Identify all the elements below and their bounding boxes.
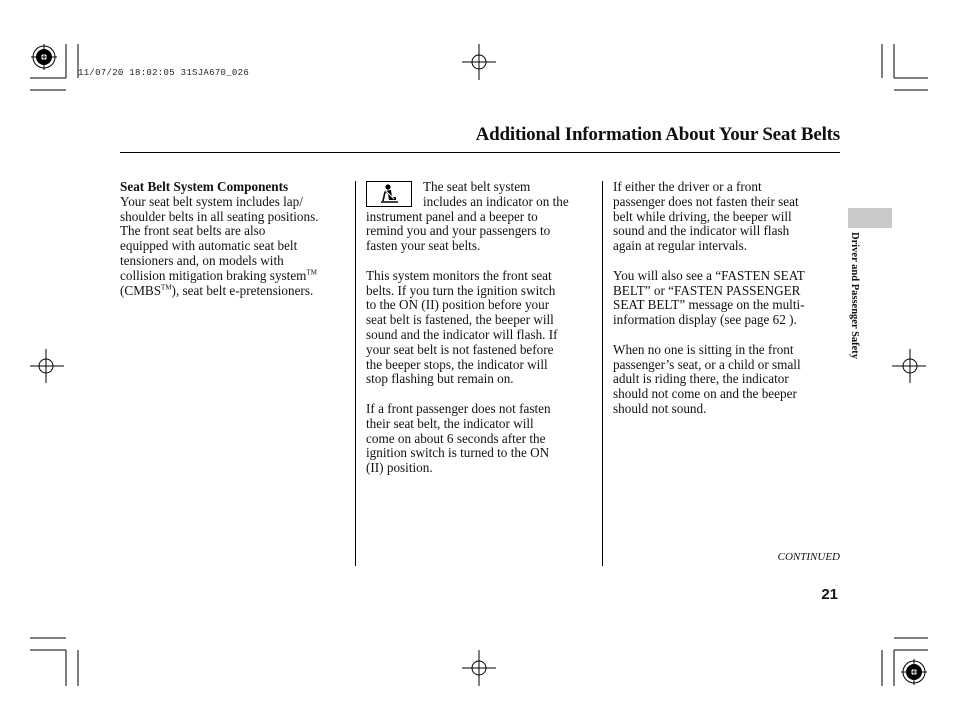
text-line: information display (see page 62 ). <box>613 312 797 328</box>
text-line: remind you and your passengers to <box>366 223 551 239</box>
trademark-mark: TM <box>306 268 317 277</box>
text-line <box>120 284 348 299</box>
text-line: The seat belt system <box>423 179 531 194</box>
text-fragment: ), seat belt e-pretensioners. <box>171 282 314 298</box>
text-line: The front seat belts are also <box>120 223 266 239</box>
text-line: sound and the indicator will flash. If <box>366 326 558 342</box>
page-number: 21 <box>821 586 838 603</box>
side-tab <box>848 208 892 228</box>
text-line: equipped with automatic seat belt <box>120 238 298 254</box>
text-line: SEAT BELT” message on the multi- <box>613 297 805 313</box>
text-line: adult is riding there, the indicator <box>613 371 789 387</box>
text-line: tensioners and, on models with <box>120 252 284 268</box>
text-line: belts. If you turn the ignition switch <box>366 282 556 298</box>
text-fragment: collision mitigation braking system <box>120 267 307 283</box>
text-line: shoulder belts in all seating positions. <box>120 208 319 224</box>
text-line: passenger does not fasten their seat <box>613 193 799 209</box>
paragraph <box>366 402 592 476</box>
column-2 <box>366 180 592 491</box>
text-line: should not sound. <box>613 400 707 416</box>
column-3 <box>613 180 837 432</box>
paragraph <box>366 269 592 387</box>
text-line: fasten your seat belts. <box>366 238 481 254</box>
text-fragment: (CMBS <box>120 282 162 298</box>
column-divider-1 <box>355 181 356 566</box>
print-slug: 11/07/20 18:02:05 31SJA670_026 <box>78 68 250 78</box>
page-title: Additional Information About Your Seat Belts <box>475 124 840 145</box>
text-line: belt while driving, the beeper will <box>613 208 792 224</box>
text-line: sound and the indicator will flash <box>613 223 790 239</box>
text-line: come on about 6 seconds after the <box>366 430 546 446</box>
text-line: your seat belt is not fastened before <box>366 341 554 357</box>
title-rule <box>120 152 840 153</box>
text-line: If a front passenger does not fasten <box>366 400 551 416</box>
text-line: ignition switch is turned to the ON <box>366 445 550 461</box>
text-line: When no one is sitting in the front <box>613 341 794 357</box>
text-line: BELT” or “FASTEN PASSENGER <box>613 282 801 298</box>
text-line <box>120 269 348 284</box>
text-line: You will also see a “FASTEN SEAT <box>613 267 805 283</box>
text-line: passenger’s seat, or a child or small <box>613 356 801 372</box>
text-line: the beeper stops, the indicator will <box>366 356 548 372</box>
column-divider-2 <box>602 181 603 566</box>
text-line: again at regular intervals. <box>613 238 748 254</box>
text-line: stop flashing but remain on. <box>366 371 514 387</box>
text-line: to the ON (II) position before your <box>366 297 550 313</box>
paragraph <box>613 269 837 328</box>
text-line: their seat belt, the indicator will <box>366 415 534 431</box>
paragraph <box>613 343 837 417</box>
text-line: This system monitors the front seat <box>366 267 552 283</box>
text-line: If either the driver or a front <box>613 179 762 194</box>
text-line: should not come on and the beeper <box>613 386 797 402</box>
section-heading: Seat Belt System Components <box>120 179 289 194</box>
column-1 <box>120 180 348 298</box>
text-line: includes an indicator on the <box>423 193 569 209</box>
paragraph <box>366 180 592 254</box>
continued-label: CONTINUED <box>777 551 840 563</box>
side-tab-label: Driver and Passenger Safety <box>849 232 860 360</box>
trademark-mark: TM <box>161 283 172 292</box>
text-line: (II) position. <box>366 460 433 476</box>
text-line: seat belt is fastened, the beeper will <box>366 312 554 328</box>
text-line: Your seat belt system includes lap/ <box>120 193 303 209</box>
text-line: instrument panel and a beeper to <box>366 208 538 224</box>
paragraph <box>613 180 837 254</box>
